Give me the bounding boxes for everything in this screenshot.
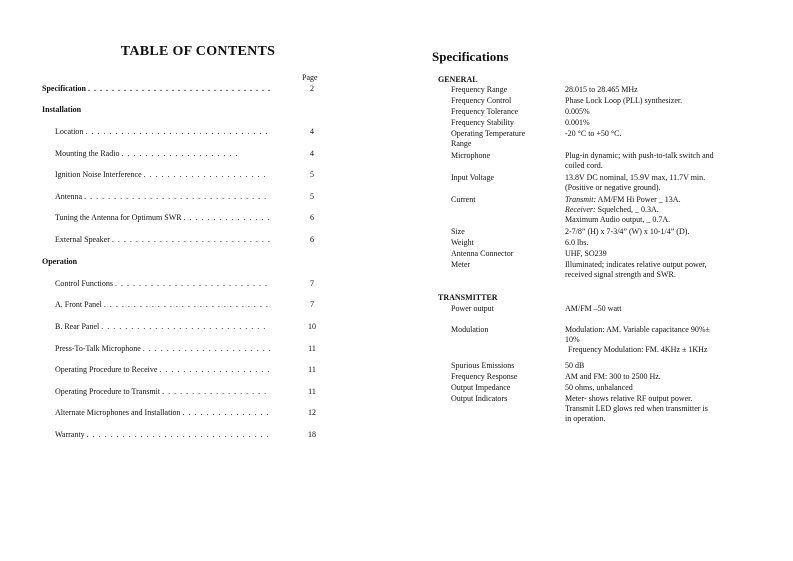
spec-label: Weight (451, 238, 474, 247)
spec-value: 28.015 to 28.465 MHz (565, 85, 638, 94)
spec-value: 50 dB (565, 361, 585, 370)
spec-label: Frequency Control (451, 96, 512, 105)
toc-page (0, 0, 396, 561)
spec-value: Modulation: AM. Variable capacitance 90%± 10% Frequency Modulation: FM. 4KHz ± 1KHz (565, 325, 710, 354)
general-heading: GENERAL (438, 75, 478, 84)
toc-entry-warranty[interactable]: Warranty . . . (55, 430, 270, 440)
spec-label: Power output (451, 304, 494, 313)
spec-label: Modulation (451, 325, 489, 334)
toc-entry-antenna[interactable]: Antenna . . . (55, 192, 270, 202)
spec-value: UHF, SO239 (565, 249, 607, 258)
spec-label: Output Impedance (451, 383, 511, 392)
toc-entry-receive-procedure[interactable]: Operating Procedure to Receive . . . (55, 365, 270, 375)
toc-entry-page: 18 (308, 430, 316, 439)
spec-value: 2-7/8” (H) x 7-3/4” (W) x 10-1/4” (D). (565, 227, 690, 236)
spec-label: Antenna Connector (451, 249, 514, 258)
spec-value: Plug-in dynamic; with push-to-talk switch and coiled cord. (565, 151, 714, 170)
toc-entry-page: 4 (310, 149, 314, 158)
toc-entry-page: 4 (310, 127, 314, 136)
spec-label: Frequency Range (451, 85, 508, 94)
toc-entry-page: 11 (308, 365, 316, 374)
transmitter-heading: TRANSMITTER (438, 293, 498, 302)
toc-entry-control-functions[interactable]: Control Functions . . . (55, 279, 270, 289)
toc-entry-page: 2 (310, 84, 314, 93)
spec-value: Transmit: AM/FM Hi Power _ 13A. Receiver: Squelched, _ 0.3A. Maximum Audio output, _ 0.7A. (565, 195, 681, 224)
spec-label: Spurious Emissions (451, 361, 515, 370)
toc-entry-page: 11 (308, 387, 316, 396)
spec-label: Frequency Response (451, 372, 518, 381)
spec-value: -20 °C to +50 °C. (565, 129, 622, 138)
toc-entry-location[interactable]: Location . . . (55, 127, 270, 137)
spec-label: Frequency Tolerance (451, 107, 519, 116)
spec-label: Operating Temperature (451, 129, 526, 138)
toc-page-header: Page (302, 73, 318, 82)
toc-entry-rear-panel[interactable]: B. Rear Panel . . . (55, 322, 270, 332)
spec-label: Microphone (451, 151, 491, 160)
toc-entry-page: 7 (310, 300, 314, 309)
spec-value: 6.0 lbs. (565, 238, 589, 247)
toc-entry-page: 12 (308, 408, 316, 417)
toc-entry-page: 11 (308, 344, 316, 353)
spec-label: Size (451, 227, 465, 236)
spec-label: Frequency Stability (451, 118, 514, 127)
toc-entry-ptt-microphone[interactable]: Press-To-Talk Microphone . . . (55, 344, 270, 354)
spec-label: Range (451, 139, 472, 148)
spec-value: Meter- shows relative RF output power. Transmit LED glows red when transmitter is in operation. (565, 394, 708, 423)
toc-entry-ignition-noise[interactable]: Ignition Noise Interference . . . (55, 170, 270, 180)
spec-label: Meter (451, 260, 471, 269)
toc-entry-specification[interactable] (42, 84, 270, 94)
specifications-title: Specifications (432, 49, 509, 64)
toc-entry-page: 5 (310, 170, 314, 179)
toc-entry-external-speaker[interactable]: External Speaker . . . (55, 235, 270, 245)
toc-section-operation[interactable]: Operation (42, 257, 78, 266)
spec-label: Input Voltage (451, 173, 495, 182)
toc-title: TABLE OF CONTENTS (120, 44, 276, 59)
spec-label: Current (451, 195, 476, 204)
toc-entry-page: 5 (310, 192, 314, 201)
toc-entry-mounting[interactable]: Mounting the Radio . . . (55, 149, 240, 159)
toc-entry-page: 10 (308, 322, 316, 331)
toc-entry-page: 6 (310, 235, 314, 244)
spec-label: Output Indicators (451, 394, 508, 403)
spec-value: AM/FM –50 watt (565, 304, 622, 313)
toc-entry-alternate-microphones[interactable]: Alternate Microphones and Installation . . . (55, 408, 270, 418)
toc-entry-page: 7 (310, 279, 314, 288)
toc-entry-front-panel[interactable]: A. Front Panel . . . (55, 300, 270, 310)
spec-value: 0.001% (565, 118, 590, 127)
spec-value: 13.8V DC nominal, 15.9V max, 11.7V min. (Positive or negative ground). (565, 173, 706, 192)
toc-entry-transmit-procedure[interactable]: Operating Procedure to Transmit . . . (55, 387, 270, 397)
spec-value: 0.005% (565, 107, 590, 116)
toc-section-installation[interactable]: Installation (42, 105, 82, 114)
spec-value: Phase Lock Loop (PLL) synthesizer. (565, 96, 683, 105)
spec-value: 50 ohms, unbalanced (565, 383, 633, 392)
spec-value: Illuminated; indicates relative output power, received signal strength and SWR. (565, 260, 707, 279)
toc-entry-page: 6 (310, 213, 314, 222)
toc-entry-tuning-antenna[interactable]: Tuning the Antenna for Optimum SWR . . . (55, 213, 270, 223)
spec-value: AM and FM: 300 to 2500 Hz. (565, 372, 661, 381)
toc-entry-label: Specification (42, 84, 86, 93)
